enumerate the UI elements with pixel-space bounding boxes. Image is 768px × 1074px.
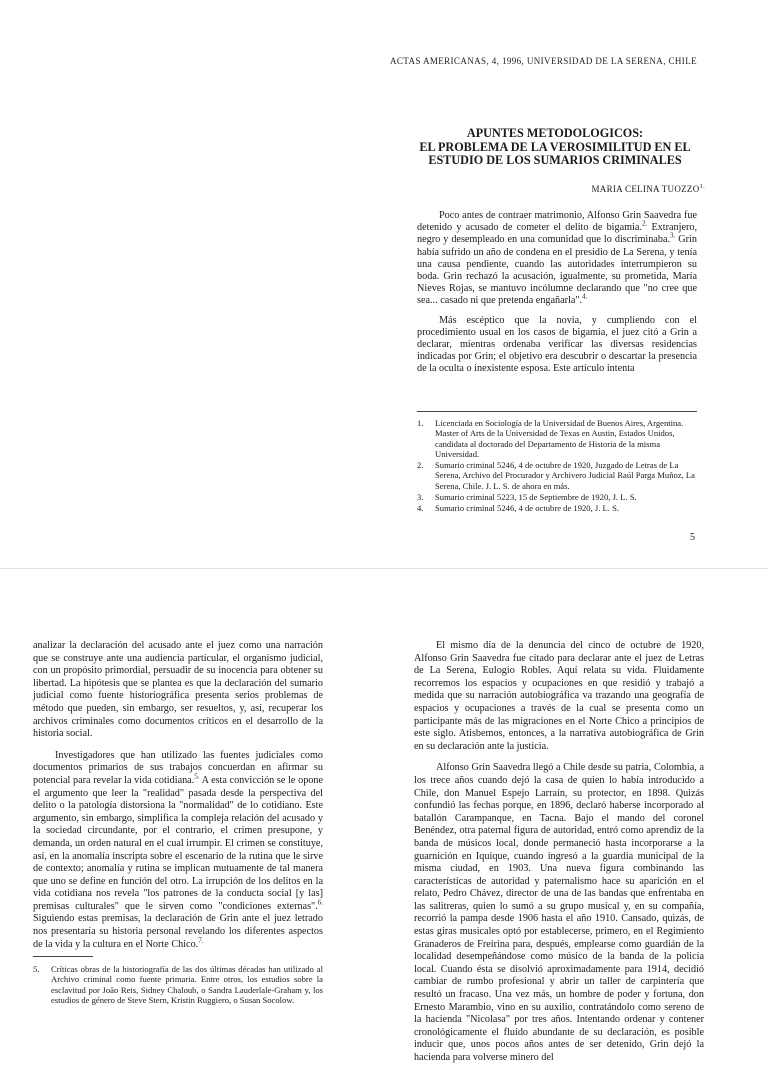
paragraph: Alfonso Grin Saavedra llegó a Chile desde su patria, Colombia, a los trece años cuando dejó la casa de quien lo había introducido a Chile, don Manuel Espejo Larraín, su protector, en 1898. Quizás confundió las fechas porque, en 1896, declaró haberse incorporado al batallón Carampanque, en Tacna. Bajo el mando del coronel Benéndez, otra paternal figura de autoridad, entró como aprendiz de la banda de músicos local, donde permaneció hasta incorporarse a la guarnición en Iquique, cuando ingresó a la guardia municipal de la misma ciudad, en 1903. Una nueva figura combinando las características de autoridad y paternalismo hace su aparición en el relato, Pedro Chávez, director de una de las bandas que enfrentaba en las salitreras, quien lo sumó a su grupo musical y, en su compañía, recorrió la pampa desde 1906 hasta el año 1910. Cansado, quizás, de estas giras musicales optó por establecerse, primero, en el Regimiento Granaderos de Freirina para, después, emplearse como guardián de la localidad desempeñándose como músico de la banda de la policía local. Cuando ésta se disolvió aproximadamente para 1914, decidió cambiar de rumbo profesional y abrir un taller de carpintería que resultó un fracaso. Una vez más, un hombre de poder y fortuna, don Ernesto Marambio, vino en su auxilio, contratándolo como sereno de la hacienda "Nicolasa" por tres años. Intentando ordenar y contener cronológicamente el fluido abundante de su declaración, es posible inducir que, unos pocos años antes de ser detenido, Grin dejó la hacienda para volverse minero del xyxy=(414,762,704,1063)
page-number: 5 xyxy=(690,532,695,543)
footnote-divider xyxy=(33,956,93,957)
footnote-number: 5. xyxy=(33,964,40,974)
footnote-ref: 7. xyxy=(198,936,204,945)
footnote-number: 3. xyxy=(417,492,424,503)
running-head: ACTAS AMERICANAS, 4, 1996, UNIVERSIDAD DE LA SERENA, CHILE xyxy=(390,56,697,66)
text-run: Siguiendo estas premisas, la declaración de Grin ante el juez letrado nos presentaría su historia personal revelando los diferentes aspectos de la vida y la cultura en el Norte Chico. xyxy=(33,913,323,950)
footnote xyxy=(417,418,697,459)
article-second-page xyxy=(0,580,768,1063)
left-column xyxy=(33,640,323,960)
footnote-number: 2. xyxy=(417,460,424,471)
footnote xyxy=(33,964,323,1005)
footnote-ref: 3. xyxy=(670,232,676,241)
title-line: ESTUDIO DE LOS SUMARIOS CRIMINALES xyxy=(428,153,682,167)
footnote-divider xyxy=(417,411,697,412)
footnote-text: Licenciada en Sociología de la Universidad de Buenos Aires, Argentina. Master of Arts de la Universidad de Texas en Austin, Estados Unidos, candidata al doctorado del Departamento de Historia de la misma Universidad. xyxy=(435,418,684,459)
footnote-text: Críticas obras de la historiografía de las dos últimas décadas han utilizado al Archivo criminal como fuente primaria. Entre otros, los estudios sobre la esclavitud por João Reis, Sidney Chaloub, o Sandra Lauderlale-Graham y, los estudios de género de Steve Stern, Kristin Ruggiero, o Susan Socolow. xyxy=(51,964,323,1005)
author-footnote-ref: 1. xyxy=(699,183,705,190)
author-name-text: MARIA CELINA TUOZZO xyxy=(591,184,700,194)
footnote xyxy=(417,492,697,502)
footnote-text: Sumario criminal 5246, 4 de octubre de 1920, J. L. S. xyxy=(435,503,620,514)
footnote-ref: 5. xyxy=(194,772,200,781)
footnote-number: 1. xyxy=(417,418,424,428)
text-run: Investigadores que han utilizado las fuentes judiciales como documentos primarios de sus trabajos concuerdan en afirmar su potencial para revelar la vida cotidiana. xyxy=(33,749,323,786)
title-line: EL PROBLEMA DE LA VEROSIMILITUD EN EL xyxy=(419,139,691,154)
footnote-text: Sumario criminal 5246, 4 de octubre de 1920, Juzgado de Letras de La Serena, Archivo del Procurador y Archivero Judicial Raúl Parga Muñoz, La Serena, Chile. J. L. S. de ahora en más. xyxy=(435,460,695,491)
article-title xyxy=(395,127,715,168)
text-run: Grin había sufrido un año de condena en el presidio de La Serena, y tenía una causa pendiente, cuando las autoridades interrumpieron su boda. Grin rechazó la acusación, igualmente, su prometida, María Nieves Rojas, se mantuvo incólumne declarando que "no cree que sea... casado ni que pretenda engañarla". xyxy=(417,234,697,307)
author-name xyxy=(480,183,705,194)
footnotes xyxy=(417,418,697,515)
paragraph: El mismo día de la denuncia del cinco de octubre de 1920, Alfonso Grin Saavedra fue citado para declarar ante el juez de Letras de La Serena, Eulogio Robles. Aquí relata su vida. Fluidamente recorremos los espacios y ocupaciones en que residió y trabajó a medida que su narración autobiográfica va trazando una geografía de espacios y ocupaciones a través de la cual se presenta como un participante más de las migraciones en el Norte Chico a principios de este siglo. Atisbemos, entonces, a la narrativa autobiográfica de Grin en su declaración ante la justicia. xyxy=(414,640,704,752)
footnote-ref: 6. xyxy=(317,898,323,907)
text-run: Poco antes de contraer matrimonio, Alfonso Grin Saavedra fue detenido y acusado de cometer el delito de bigamia. xyxy=(417,210,697,234)
right-column xyxy=(414,640,704,1074)
title-line: APUNTES METODOLOGICOS: xyxy=(466,126,644,140)
paragraph: analizar la declaración del acusado ante el juez como una narración que se construye ante una audiencia particular, el organismo judicial, con un propósito primordial, persuadir de su inocencia para obtener su libertad. La hipótesis que se plantea es que la declaración del sumario judicial como fuente historiográfica presenta serios problemas de método que pueden, sin embargo, ser resueltos, y, así, recuperar los archivos criminales como documentos críticos en el desarrollo de la historia social. xyxy=(33,640,323,740)
paragraph xyxy=(33,750,323,952)
footnote-number: 4. xyxy=(417,503,424,514)
paragraph: Más escéptico que la novia, y cumpliendo con el procedimiento usual en los casos de bigamia, el juez citó a Grin a declarar, mientras ordenaba verificar las diversas residencias indicadas por Grin; el objetivo era descubrir o descartar la presencia de la oculta o inexistente esposa. Este artículo intenta xyxy=(417,314,697,375)
footnote xyxy=(417,460,697,491)
text-run: A esta convicción se le opone el argumento que leer la "realidad" pasada desde la perspectiva del delito o la patología distorsiona la "normalidad" de lo cotidiano. Este argumento, sin embargo, simplifica la compleja relación del acusado y la sociedad circundante, por el contrario, el crimen presupone, y demanda, un orden natural en el cual irrumpir. El crimen se constituye, así, en la anomalía inscripta sobre el escenario de la rutina que le sirve de contexto; anomalía y rutina se implican mutuamente de tal manera que uno se define en función del otro. La irrupción de los delitos en la vida cotidiana nos revela "los patrones de la conducta social [y las] premisas culturales" que le sirven como "condiciones externas". xyxy=(33,774,323,912)
page-divider xyxy=(0,568,768,569)
footnote-ref: 2. xyxy=(641,219,648,228)
text-run: Extranjero, negro y desempleado en una comunidad que lo discriminaba. xyxy=(417,222,697,246)
footnote-ref: 4. xyxy=(582,293,588,302)
footnote-text: Sumario criminal 5223, 15 de Septiembre de 1920, J. L. S. xyxy=(435,492,637,503)
footnote xyxy=(417,503,697,513)
body-text xyxy=(417,210,697,383)
paragraph xyxy=(417,210,697,308)
